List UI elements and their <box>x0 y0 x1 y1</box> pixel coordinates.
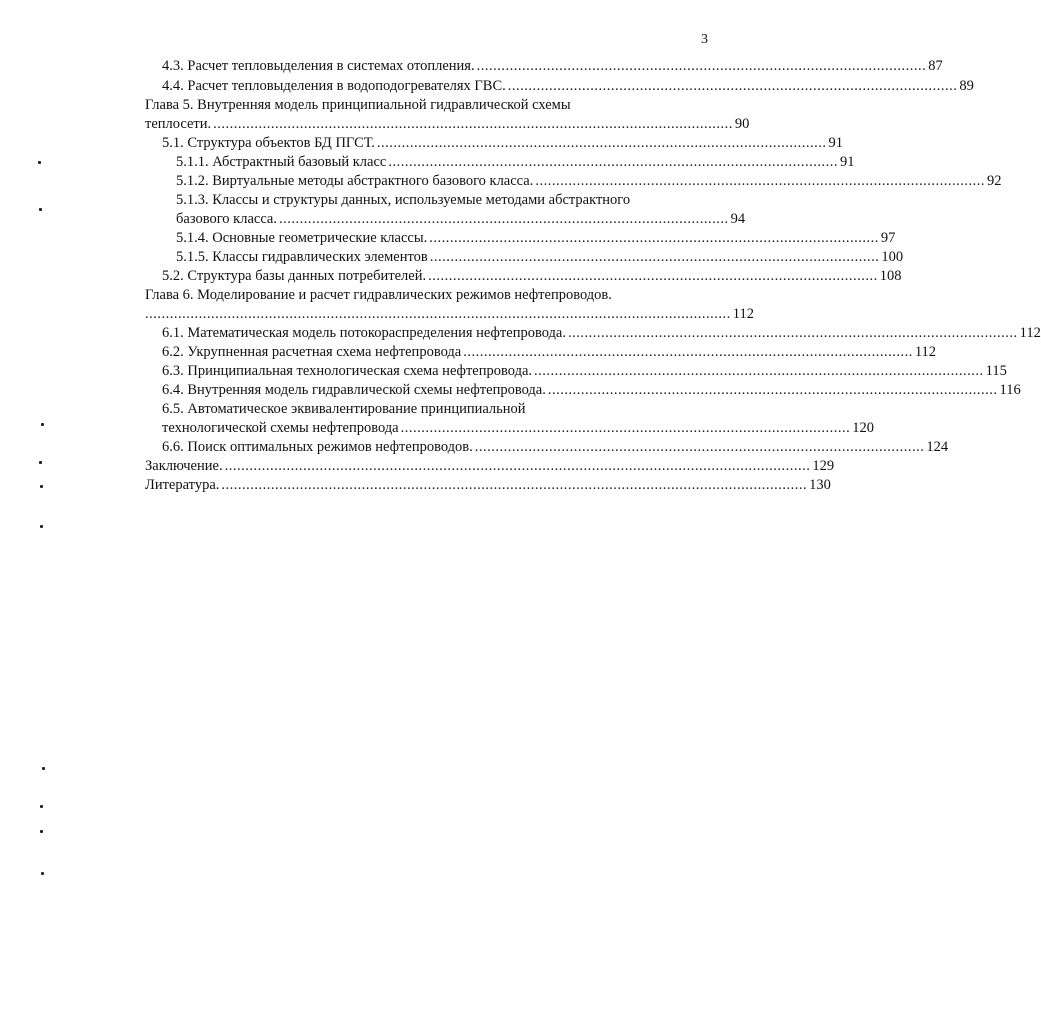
toc-entry-title: 4.4. Расчет тепловыделения в водоподогревателях ГВС. <box>162 78 506 94</box>
toc-entry <box>145 457 835 476</box>
scan-speck <box>39 208 42 211</box>
dot-leader: .............................................................................................................................. <box>213 116 733 132</box>
scan-speck <box>40 830 43 833</box>
toc-entry-line <box>162 400 708 419</box>
toc-entry <box>176 210 746 229</box>
toc-entry-page: 91 <box>839 154 855 170</box>
toc-entry-title: Заключение. <box>145 458 223 474</box>
toc-entry-title: 6.1. Математическая модель потокораспределения нефтепровода. <box>162 325 566 341</box>
scan-speck <box>41 872 44 875</box>
toc-entry-title: 6.4. Внутренняя модель гидравлической схемы нефтепровода. <box>162 382 546 398</box>
toc-entry-title: Глава 5. Внутренняя модель принципиальной гидравлической схемы <box>145 97 571 113</box>
scan-speck <box>41 423 44 426</box>
toc-entry-page: 130 <box>809 477 831 493</box>
dot-leader: ............................................................................................................. <box>474 439 925 455</box>
dot-leader: ............................................................................................................. <box>476 58 927 74</box>
toc-chapter-heading <box>145 286 708 305</box>
toc-entry <box>162 57 943 76</box>
dot-leader: ............................................................................................................. <box>388 154 838 170</box>
scan-speck <box>38 161 41 164</box>
toc-entry <box>162 134 843 153</box>
toc-entry-title: 5.2. Структура базы данных потребителей. <box>162 268 427 284</box>
toc-entry-page: 129 <box>812 458 835 474</box>
toc-entry-title: 6.3. Принципиальная технологическая схема нефтепровода. <box>162 363 533 379</box>
toc-entry <box>162 324 1041 343</box>
dot-leader: ............................................................................................................. <box>534 363 984 379</box>
toc-entry-page: 112 <box>1019 325 1041 341</box>
toc-chapter-heading <box>145 96 708 115</box>
toc-entry <box>145 476 831 495</box>
toc-entry-page: 116 <box>999 382 1021 398</box>
toc-entry <box>176 172 1002 191</box>
toc-entry-title: 6.5. Автоматическое эквивалентирование принципиальной <box>162 401 526 417</box>
page-number: 3 <box>701 32 708 47</box>
dot-leader: ............................................................................................................. <box>400 420 851 436</box>
dot-leader: .............................................................................................................................................. <box>145 306 731 322</box>
toc-entry-page: 120 <box>852 420 874 436</box>
toc-entry-title: базового класса. <box>176 211 277 227</box>
dot-leader: ............................................................................................................. <box>567 325 1018 341</box>
scan-speck <box>40 525 43 528</box>
toc-entry-page: 90 <box>734 116 750 132</box>
toc-entry <box>145 115 750 134</box>
dot-leader: ............................................................................................................. <box>429 249 880 265</box>
dot-leader: .............................................................................................................................................. <box>224 458 811 474</box>
dot-leader: ............................................................................................................. <box>507 78 958 94</box>
scan-speck <box>39 461 42 464</box>
toc-entry-title: 5.1.5. Классы гидравлических элементов <box>176 249 428 265</box>
scan-speck <box>40 805 43 808</box>
toc-entry-page: 89 <box>959 78 974 94</box>
scan-speck <box>40 485 43 488</box>
dot-leader: ............................................................................................................. <box>279 211 729 227</box>
dot-leader: ............................................................................................................. <box>376 135 827 151</box>
scan-speck <box>42 767 45 770</box>
toc-entry <box>176 248 904 267</box>
toc-entry-title: 5.1.3. Классы и структуры данных, используемые методами абстрактного <box>176 192 631 208</box>
toc-entry-page: 100 <box>881 249 904 265</box>
dot-leader: .............................................................................................................................................. <box>221 477 808 493</box>
toc-entry <box>162 419 874 438</box>
toc-entry-page: 94 <box>730 211 746 227</box>
toc-entry-title: теплосети. <box>145 116 212 132</box>
dot-leader: ............................................................................................................. <box>428 268 878 284</box>
toc-entry-page: 124 <box>926 439 949 455</box>
toc-entry <box>162 77 974 96</box>
dot-leader: ............................................................................................................. <box>535 173 985 189</box>
toc-entry-title: 5.1.1. Абстрактный базовый класс <box>176 154 387 170</box>
toc-entry-line <box>176 191 708 210</box>
toc-entry <box>162 343 937 362</box>
toc-entry <box>162 438 949 457</box>
toc-entry <box>162 362 1007 381</box>
toc-entry <box>162 267 902 286</box>
toc-entry-page: 92 <box>986 173 1002 189</box>
toc-entry <box>176 229 896 248</box>
toc-entry-title: 6.2. Укрупненная расчетная схема нефтепровода <box>162 344 462 360</box>
toc-entry-page: 91 <box>828 135 843 151</box>
dot-leader: ............................................................................................................. <box>547 382 998 398</box>
toc-entry-page: 112 <box>732 306 754 322</box>
toc-entry <box>162 381 1021 400</box>
toc-entry-page: 112 <box>914 344 937 360</box>
toc-entry-title: Литература. <box>145 477 220 493</box>
toc-entry-title: 6.6. Поиск оптимальных режимов нефтепроводов. <box>162 439 473 455</box>
toc-entry-title: 5.1. Структура объектов БД ПГСТ. <box>162 135 375 151</box>
toc-entry-page: 115 <box>985 363 1007 379</box>
toc-entry-title: 5.1.2. Виртуальные методы абстрактного базового класса. <box>176 173 534 189</box>
toc-entry <box>176 153 855 172</box>
toc-entry-page: 87 <box>928 58 943 74</box>
toc-entry-page: 108 <box>879 268 902 284</box>
toc-entry-page: 97 <box>880 230 896 246</box>
toc-entry <box>145 305 754 324</box>
toc-entry-title: 4.3. Расчет тепловыделения в системах отопления. <box>162 58 475 74</box>
toc-entry-title: Глава 6. Моделирование и расчет гидравлических режимов нефтепроводов. <box>145 287 612 303</box>
toc-entry-title: 5.1.4. Основные геометрические классы. <box>176 230 428 246</box>
dot-leader: ............................................................................................................. <box>429 230 879 246</box>
dot-leader: ............................................................................................................. <box>463 344 913 360</box>
toc-entry-title: технологической схемы нефтепровода <box>162 420 399 436</box>
